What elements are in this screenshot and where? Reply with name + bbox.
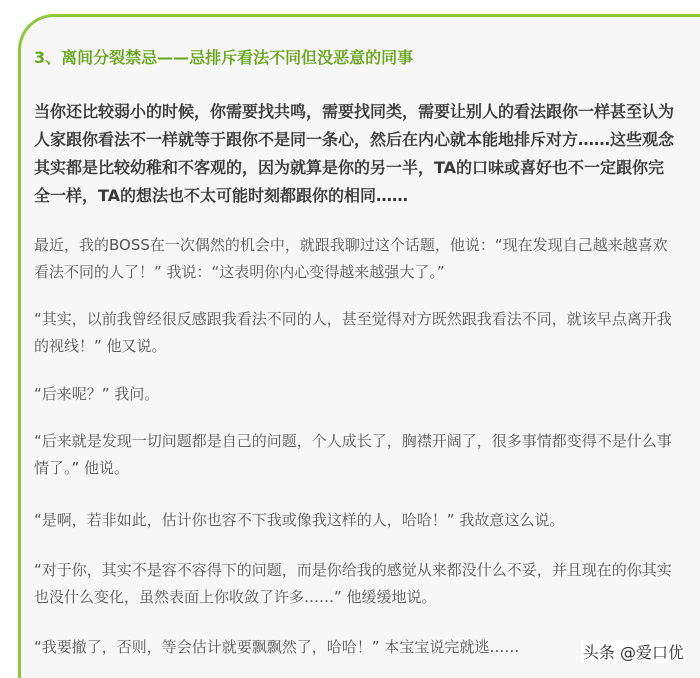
paragraph-3: “后来呢？” 我问。 xyxy=(34,385,160,403)
watermark-label: 头条 @爱口优 xyxy=(581,640,686,663)
paragraph-4: “后来就是发现一切问题都是自己的问题，个人成长了，胸襟开阔了，很多事情都变得不是什么事情了。” 他说。 xyxy=(34,432,672,477)
paragraph-1: 最近，我的BOSS在一次偶然的机会中，就跟我聊过这个话题，他说：“现在发现自己越来越喜欢看法不同的人了！” 我说：“这表明你内心变得越来越强大了。” xyxy=(34,236,668,281)
paragraph-5: “是啊，若非如此，估计你也容不下我或像我这样的人，哈哈！” 我故意这么说。 xyxy=(34,511,565,529)
section-title: 3、离间分裂禁忌——忌排斥看法不同但没恶意的同事 xyxy=(34,48,414,67)
paragraph-6: “对于你，其实不是容不容得下的问题，而是你给我的感觉从来都没什么不妥，并且现在的你其实也没什么变化，虽然表面上你收敛了许多……” 他缓缓地说。 xyxy=(34,561,672,606)
intro-paragraph: 当你还比较弱小的时候，你需要找共鸣，需要找同类，需要让别人的看法跟你一样甚至认为人家跟你看法不一样就等于跟你不是同一条心，然后在内心就本能地排斥对方……这些观念其实都是比较幼稚和不客观的，因为就算是你的另一半，TA的口味或喜好也不一定跟你完全一样，TA的想法也不太可能时刻都跟你的相同…… xyxy=(34,102,675,205)
paragraph-2: “其实，以前我曾经很反感跟我看法不同的人，甚至觉得对方既然跟我看法不同，就该早点离开我的视线！” 他又说。 xyxy=(34,310,672,355)
paragraph-7: “我要撤了，否则，等会估计就要飘飘然了，哈哈！” 本宝宝说完就逃…… xyxy=(34,638,520,656)
